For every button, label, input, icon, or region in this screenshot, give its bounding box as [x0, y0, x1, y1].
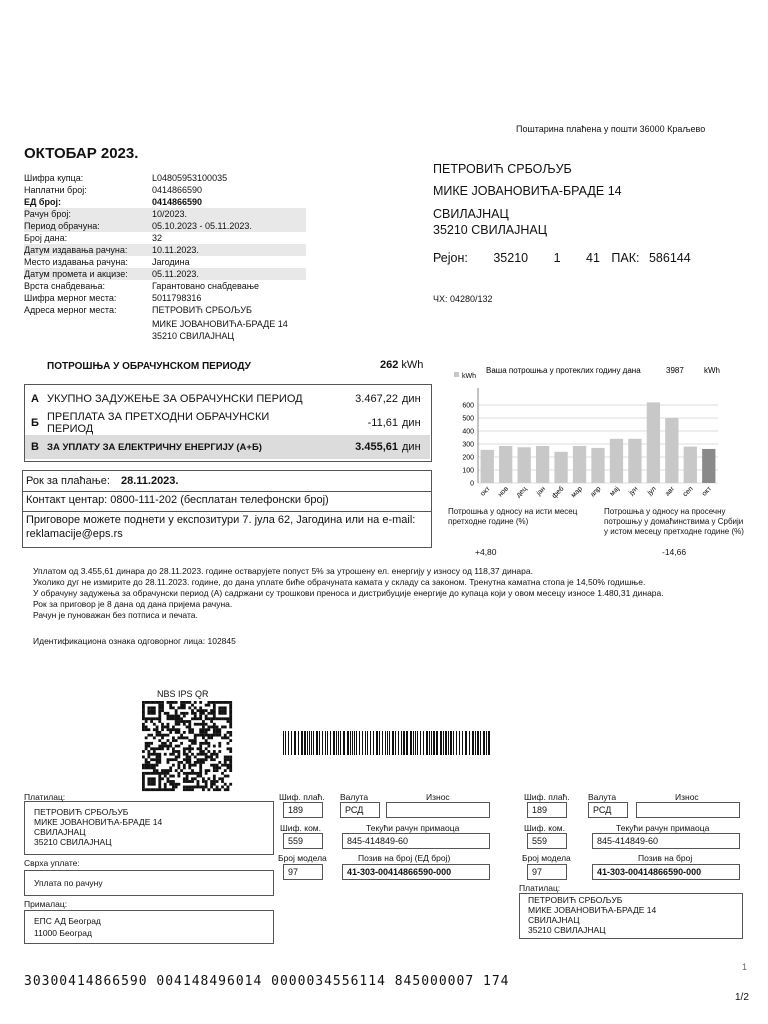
amount-row	[25, 435, 430, 459]
ch-code: ЧХ: 04280/132	[433, 294, 493, 304]
detail-row	[24, 196, 306, 208]
chart-unit: kWh	[704, 366, 720, 375]
amount-label: ПРЕПЛАТА ЗА ПРЕТХОДНИ ОБРАЧУНСКИ ПЕРИОД	[47, 411, 270, 435]
detail-value: Гарантовано снабдевање	[152, 281, 260, 291]
bill-details	[24, 172, 306, 316]
recipient-postal: 35210 СВИЛАЈНАЦ	[433, 223, 547, 237]
bar	[591, 448, 604, 483]
detail-value: 05.11.2023.	[152, 269, 199, 279]
payee-lines	[34, 915, 101, 939]
bar	[481, 450, 494, 483]
detail-key: Место издавања рачуна:	[24, 257, 128, 267]
x-tick-label: јул	[646, 485, 658, 497]
y-tick-label: 200	[462, 454, 474, 462]
payee-label: Прималац:	[24, 899, 68, 909]
legend-label: kWh	[462, 373, 476, 380]
consumption-label: ПОТРОШЊА У ОБРАЧУНСКОМ ПЕРИОДУ	[47, 361, 251, 372]
x-tick-label: јан	[535, 485, 548, 498]
consumption-total	[380, 359, 423, 371]
account-label: Текући рачун примаоца	[366, 823, 460, 833]
payer-label: Платилац:	[24, 792, 66, 802]
detail-row	[24, 256, 306, 268]
chart-total: 3987	[666, 366, 684, 375]
consumption-unit: kWh	[401, 359, 424, 371]
account-field-right[interactable]: 845-414849-60	[592, 833, 740, 849]
detail-key: Шифра купца:	[24, 173, 84, 183]
detail-value: 0414866590	[152, 197, 203, 207]
com-code-label-right: Шиф. ком.	[524, 823, 566, 833]
detail-value: 0414866590	[152, 185, 203, 195]
note-line: Рок за приговор је 8 дана од дана пријема рачуна.	[33, 599, 233, 609]
postage-note: Поштарина плаћена у пошти 36000 Краљево	[516, 124, 706, 134]
pak-label: ПАК:	[611, 251, 640, 265]
ocr-line: 30300414866590 004148496014 0000034556114 845000007 174	[24, 974, 510, 989]
due-date: 28.11.2023.	[120, 475, 179, 487]
account-label-right: Текући рачун примаоца	[616, 823, 710, 833]
contact-center: Контакт центар: 0800-111-202 (бесплатан телефонски број)	[26, 494, 329, 506]
detail-row	[24, 244, 306, 256]
amount-label: Износ	[426, 792, 450, 802]
amount-letter: Б	[31, 417, 39, 429]
region-b: 41	[586, 251, 600, 265]
bar	[684, 447, 697, 483]
detail-value: 10.11.2023.	[152, 245, 199, 255]
x-tick-label: апр	[589, 485, 603, 499]
ref-field-left[interactable]: 41-303-00414866590-000	[342, 864, 490, 880]
comparison-same-month-value: +4,80	[475, 547, 497, 557]
detail-key: ЕД број:	[24, 197, 61, 207]
detail-row	[24, 232, 306, 244]
amount-value: 3.467,22	[355, 393, 398, 405]
bar	[647, 402, 660, 483]
consumption-chart	[446, 360, 746, 530]
ref-field-right[interactable]: 41-303-00414866590-000	[592, 864, 740, 880]
bill-month-title: ОКТОБАР 2023.	[24, 145, 139, 162]
model-label-right: Број модела	[522, 853, 571, 863]
legend-swatch	[454, 372, 459, 377]
pay-code-field-right[interactable]: 189	[527, 802, 567, 818]
bar	[554, 452, 567, 483]
model-label: Број модела	[278, 853, 327, 863]
comparison-same-month: Потрошња у односу на исти месец претходне године (%)	[448, 507, 578, 526]
chart-title: Ваша потрошња у протеклих годину дана	[486, 366, 641, 375]
amount-label: УКУПНО ЗАДУЖЕЊЕ ЗА ОБРАЧУНСКИ ПЕРИОД	[47, 393, 303, 405]
currency-label-right: Валута	[588, 792, 617, 802]
com-code-label: Шиф. ком.	[280, 823, 322, 833]
ref-label-left: Позив на број (ЕД број)	[358, 853, 451, 863]
com-code-field[interactable]: 559	[283, 833, 323, 849]
detail-row	[24, 280, 306, 292]
amounts-list	[25, 387, 430, 459]
notes	[33, 566, 664, 621]
amount-label-right: Износ	[675, 792, 699, 802]
detail-value: L04805953100035	[152, 173, 228, 183]
payer-city-right: СВИЛАЈНАЦ	[528, 915, 580, 925]
amount-label: ЗА УПЛАТУ ЗА ЕЛЕКТРИЧНУ ЕНЕРГИЈУ (А+Б)	[47, 441, 262, 453]
recipient-name: ПЕТРОВИЋ СРБОЉУБ	[433, 162, 572, 176]
detail-key: Врста снабдевања:	[24, 281, 106, 291]
ref-label-right: Позив на број	[638, 853, 693, 863]
recipient-block	[433, 158, 622, 202]
x-tick-label: мај	[608, 485, 621, 498]
page-number: 1/2	[735, 992, 749, 1003]
detail-key: Број дана:	[24, 233, 68, 243]
metering-city: 35210 СВИЛАЈНАЦ	[152, 331, 235, 341]
bar	[536, 446, 549, 483]
payer-lines	[34, 807, 162, 847]
detail-value: Јагодина	[152, 257, 190, 267]
currency-field-right[interactable]: РСД	[588, 802, 628, 818]
y-tick-label: 100	[462, 467, 474, 475]
account-field[interactable]: 845-414849-60	[342, 833, 490, 849]
detail-row	[24, 208, 306, 220]
payer-lines-right	[528, 895, 656, 935]
x-tick-label: сеп	[681, 485, 695, 499]
bar	[628, 439, 641, 483]
comparison-avg-value: -14,66	[662, 547, 687, 557]
detail-key: Период обрачуна:	[24, 221, 100, 231]
com-code-field-right[interactable]: 559	[527, 833, 567, 849]
amount-unit: дин	[402, 417, 421, 429]
detail-value: 05.10.2023 - 05.11.2023.	[152, 221, 252, 231]
x-tick-label: јун	[628, 485, 640, 497]
amount-field-right[interactable]	[636, 802, 740, 818]
amount-unit: дин	[402, 393, 421, 405]
note-line: У обрачуну задужења за обрачунски период (А) садржани су трошкови преноса и дистрибуције енергије до купаца који у овом месецу износе 1.480,31 динара.	[33, 588, 664, 598]
detail-key: Адреса мерног места:	[24, 305, 117, 315]
qr-label: NBS IPS QR	[157, 689, 209, 699]
amount-letter: В	[31, 441, 39, 453]
recipient-city: СВИЛАЈНАЦ	[433, 207, 509, 221]
purpose-value: Уплата по рачуну	[34, 878, 103, 888]
x-tick-label: окт	[479, 485, 492, 498]
pay-code-label-right: Шиф. плаћ.	[524, 792, 570, 802]
consumption-value: 262	[380, 359, 399, 371]
y-tick-label: 400	[462, 428, 474, 436]
x-tick-label: дец	[515, 485, 529, 499]
pay-code-label: Шиф. плаћ.	[279, 792, 325, 802]
detail-key: Датум промета и акцизе:	[24, 269, 128, 279]
region-a: 1	[553, 251, 561, 265]
x-tick-label: авг	[664, 485, 677, 498]
comparison-avg: Потрошња у односу на просечну потрошњу у домаћинствима у Србији у истом месецу претходне године (%)	[604, 507, 744, 536]
pay-code-field[interactable]: 189	[283, 802, 323, 818]
x-tick-label: нов	[497, 485, 511, 499]
barcode	[283, 731, 493, 755]
recipient-street: МИКЕ ЈОВАНОВИЋА-БРАДЕ 14	[433, 184, 622, 198]
payer-name-right: ПЕТРОВИЋ СРБОЉУБ	[528, 895, 623, 905]
bar	[702, 449, 715, 483]
detail-key: Рачун број:	[24, 209, 71, 219]
amount-row	[25, 387, 430, 411]
detail-key: Шифра мерног места:	[24, 293, 117, 303]
detail-row	[24, 172, 306, 184]
detail-row	[24, 304, 306, 316]
bar	[573, 446, 586, 483]
model-field[interactable]: 97	[283, 864, 323, 880]
x-tick-label: мар	[570, 485, 584, 500]
y-tick-label: 500	[462, 415, 474, 423]
payer-street: МИКЕ ЈОВАНОВИЋА-БРАДЕ 14	[34, 817, 163, 827]
payer-postal-right: 35210 СВИЛАЈНАЦ	[528, 925, 606, 935]
amount-row	[25, 411, 430, 435]
due-row	[26, 475, 178, 487]
qr-code	[138, 700, 236, 792]
y-tick-label: 0	[470, 480, 474, 488]
x-tick-label: феб	[550, 485, 566, 501]
payer-postal: 35210 СВИЛАЈНАЦ	[34, 837, 112, 847]
amount-field[interactable]	[386, 802, 490, 818]
detail-row	[24, 184, 306, 196]
payee-name: ЕПС АД Београд	[34, 916, 101, 926]
detail-value: 10/2023.	[152, 209, 188, 219]
region-line	[433, 251, 691, 265]
amount-unit: дин	[402, 441, 421, 453]
recipient-city-block	[433, 206, 547, 238]
y-tick-label: 300	[462, 441, 474, 449]
note-line: Рачун је пуноважан без потписа и печата.	[33, 610, 198, 620]
complaints-note: Приговоре можете поднети у експозитури 7. јула 62, Јагодина или на e-mail: reklamacije@eps.rs	[26, 514, 416, 540]
page-mark: 1	[742, 962, 748, 972]
bar	[518, 447, 531, 483]
purpose-label: Сврха уплате:	[24, 858, 80, 868]
currency-field[interactable]: РСД	[340, 802, 380, 818]
detail-value: 5011798316	[152, 293, 202, 303]
note-line: Уколико дуг не измирите до 28.11.2023. године, до дана уплате биће обрачуната камата у складу са законом. Тренутна каматна стопа је 14,50% годишње.	[33, 577, 646, 587]
amount-letter: А	[31, 393, 39, 405]
bar	[499, 446, 512, 483]
x-tick-label: окт	[700, 485, 714, 498]
detail-row	[24, 220, 306, 232]
payer-street-right: МИКЕ ЈОВАНОВИЋА-БРАДЕ 14	[528, 905, 657, 915]
bar	[665, 418, 678, 483]
metering-street: МИКЕ ЈОВАНОВИЋА-БРАДЕ 14	[152, 319, 288, 329]
pak-value: 586144	[648, 251, 691, 265]
amount-value: -11,61	[367, 417, 398, 429]
bar	[610, 439, 623, 483]
y-tick-label: 600	[462, 402, 474, 410]
responsible-id: Идентификациона ознака одговорног лица: 102845	[33, 636, 236, 646]
payee-city: 11000 Београд	[34, 928, 92, 938]
note-line: Уплатом од 3.455,61 динара до 28.11.2023. године остварујете попуст 5% за утрошену ел. енергију у износу од 118,37 динара.	[33, 566, 533, 576]
detail-row	[24, 292, 306, 304]
amount-value: 3.455,61	[355, 441, 398, 453]
detail-row	[24, 268, 306, 280]
payer-name: ПЕТРОВИЋ СРБОЉУБ	[34, 807, 129, 817]
payer-label-right: Платилац:	[519, 883, 561, 893]
model-field-right[interactable]: 97	[527, 864, 567, 880]
detail-value: ПЕТРОВИЋ СРБОЉУБ	[152, 305, 252, 315]
detail-value: 32	[152, 233, 163, 243]
due-label: Рок за плаћање:	[26, 475, 110, 487]
payer-city: СВИЛАЈНАЦ	[34, 827, 86, 837]
detail-key: Наплатни број:	[24, 185, 87, 195]
detail-key: Датум издавања рачуна:	[24, 245, 128, 255]
currency-label: Валута	[340, 792, 369, 802]
region-code: 35210	[493, 251, 529, 265]
metering-address-extra	[152, 318, 288, 342]
region-label: Рејон:	[433, 251, 468, 265]
